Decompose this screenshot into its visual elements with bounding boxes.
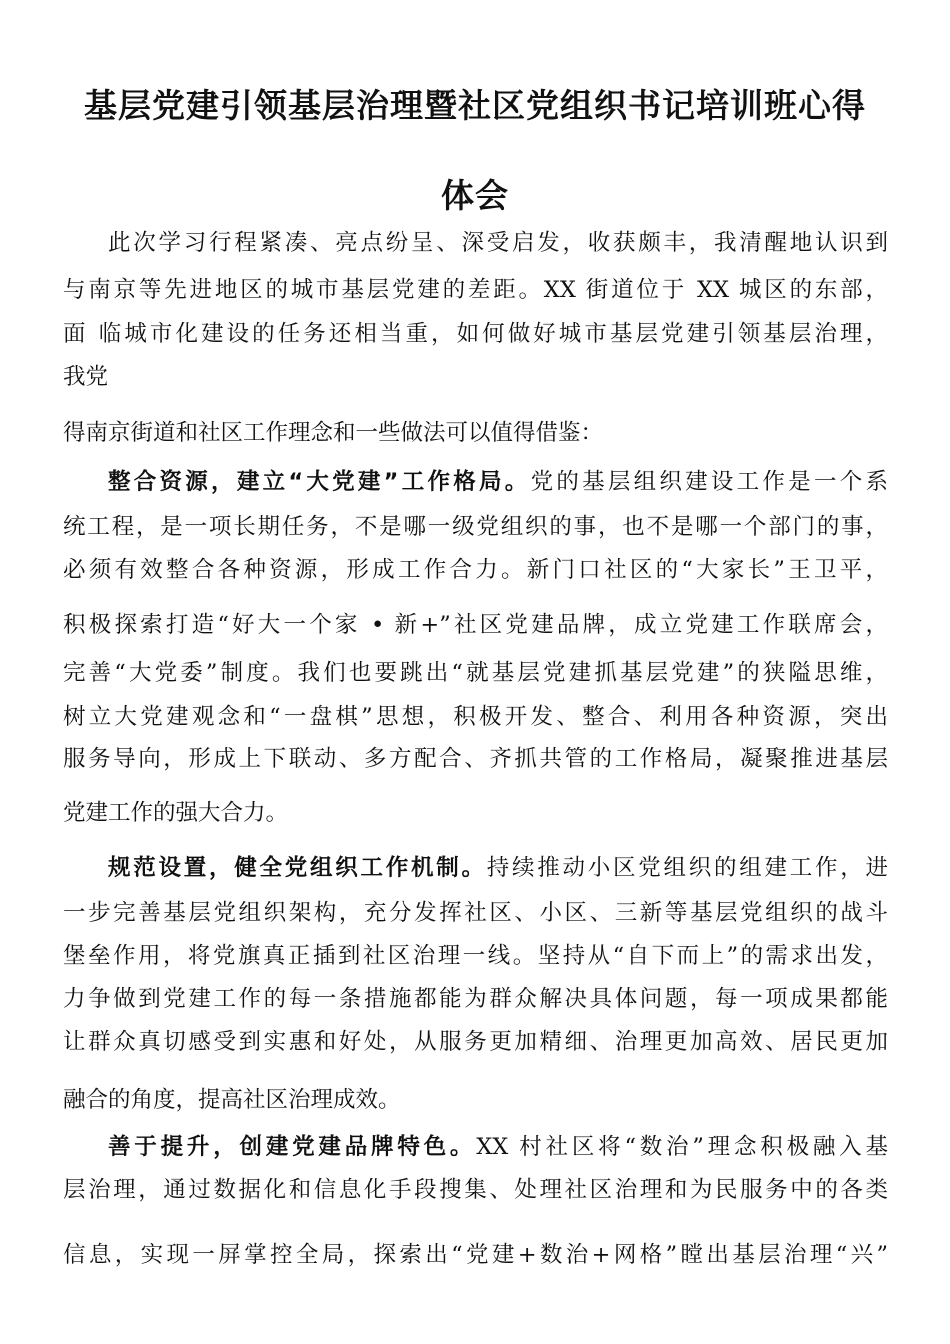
- section2-first-line-text: 持续推动小区党组织的组建工作，进: [486, 855, 888, 881]
- section1-first-line: [108, 471, 888, 494]
- section2-line: 堡垒作用，将党旗真正插到社区治理一线。坚持从“自下而上”的需求出发，: [63, 943, 888, 969]
- section2-line: 一步完善基层党组织架构，充分发挥社区、小区、三新等基层党组织的战斗: [63, 900, 888, 926]
- section1-line: 党建工作的强大合力。: [63, 800, 289, 826]
- section1-line: 服务导向，形成上下联动、多方配合、齐抓共管的工作格局，凝聚推进基层: [63, 746, 888, 772]
- section3-line: 信息，实现一屏掌控全局，探索出“党建+数治+网格”瞠出基层治理“兴”: [63, 1242, 888, 1268]
- section3-first-line: [108, 1136, 888, 1159]
- section2-line: 力争做到党建工作的每一条措施都能为群众解决具体问题，每一项成果都能: [63, 986, 888, 1012]
- section3-first-line-text: XX 村社区将“数治”理念积极融入基: [476, 1134, 888, 1160]
- section1-line: 必须有效整合各种资源，形成工作合力。新门口社区的“大家长”王卫平，: [63, 557, 888, 583]
- section3-line: 层治理，通过数据化和信息化手段搜集、处理社区治理和为民服务中的各类: [63, 1177, 888, 1203]
- section1-line: 积极探索打造“好大一个家 • 新+”社区党建品牌，成立党建工作联席会，: [63, 612, 888, 638]
- section3-heading: 善于提升，创建党建品牌特色。: [108, 1134, 477, 1160]
- section1-line: 树立大党建观念和“一盘棋”思想，积极开发、整合、利用各种资源，突出: [63, 704, 888, 730]
- document-title-line-1: 基层党建引领基层治理暨社区党组织书记培训班心得: [84, 86, 866, 125]
- intro-line: 面 临城市化建设的任务还相当重，如何做好城市基层党建引领基层治理，: [63, 321, 888, 347]
- section2-line: 融合的角度，提高社区治理成效。: [63, 1087, 401, 1113]
- intro-line: 此次学习行程紧凑、亮点纷呈、深受启发，收获颇丰，我清醒地认识到: [108, 230, 888, 256]
- section2-line: 让群众真切感受到实惠和好处，从服务更加精细、治理更加高效、居民更加: [63, 1029, 888, 1055]
- document-title-line-2: 体会: [441, 176, 509, 215]
- section1-first-line-text: 党的基层组织建设工作是一个系: [530, 469, 888, 495]
- section2-heading: 规范设置，健全党组织工作机制。: [108, 855, 487, 881]
- intro-line: 与南京等先进地区的城市基层党建的差距。XX 街道位于 XX 城区的东部，: [63, 277, 888, 303]
- intro-line: 得南京街道和社区工作理念和一些做法可以值得借鉴：: [63, 420, 604, 446]
- intro-line: 我党: [63, 364, 109, 390]
- section1-line: 完善“大党委”制度。我们也要跳出“就基层党建抓基层党建”的狭隘思维，: [63, 660, 888, 686]
- section2-first-line: [108, 857, 888, 880]
- section1-line: 统工程，是一项长期任务，不是哪一级党组织的事，也不是哪一个部门的事，: [63, 514, 888, 540]
- section1-heading: 整合资源，建立“大党建”工作格局。: [108, 469, 531, 495]
